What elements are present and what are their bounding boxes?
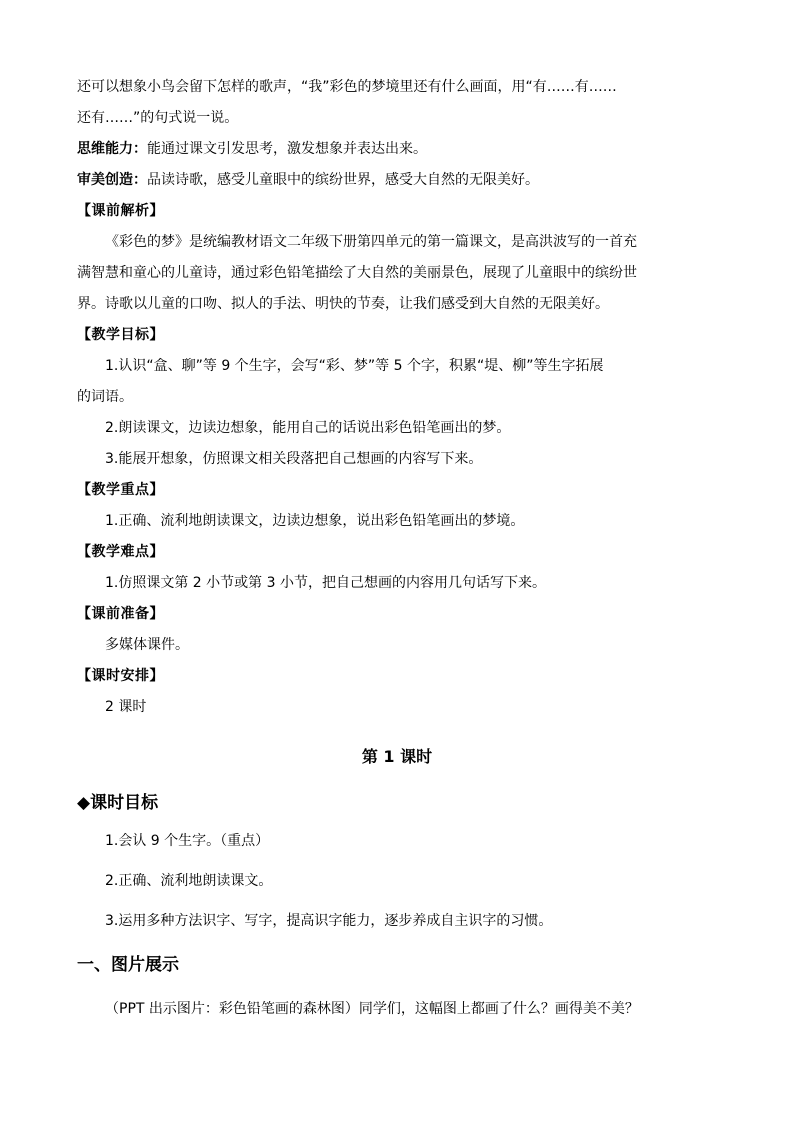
intro-line-2: 还有……”的句式说一说。 [77, 110, 239, 126]
thinking-ability [77, 134, 717, 165]
lesson-1-title: 第 1 课时 [361, 747, 433, 766]
analysis-title: 【课前解析】 [77, 203, 164, 219]
thinking-ability-label: 思维能力： [77, 141, 147, 157]
analysis-line-2: 满智慧和童心的儿童诗，通过彩色铅笔描绘了大自然的美丽景色，展现了儿童眼中的缤纷世 [77, 265, 637, 281]
lesson-goals-heading: ◆课时目标 [77, 793, 159, 813]
schedule-text: 2 课时 [105, 699, 147, 715]
section-1-text: （PPT 出示图片：彩色铅笔画的森林图）同学们，这幅图上都画了什么？画得美不美？ [105, 1001, 639, 1017]
objectives-title: 【教学目标】 [77, 327, 164, 343]
objective-1-line-2: 的词语。 [77, 389, 133, 405]
analysis-line-3: 界。诗歌以儿童的口吻、拟人的手法、明快的节奏，让我们感受到大自然的无限美好。 [77, 296, 609, 312]
key-points-title: 【教学重点】 [77, 482, 164, 498]
document-page [77, 72, 717, 1021]
objective-2: 2.朗读课文，边读边想象，能用自己的话说出彩色铅笔画出的梦。 [105, 420, 511, 436]
lesson-goal-3: 3.运用多种方法识字、写字，提高识字能力，逐步养成自主识字的习惯。 [105, 913, 553, 929]
aesthetic-creation-label: 审美创造： [77, 172, 147, 188]
objective-1-line-1: 1.认识“盒、聊”等 9 个生字，会写“彩、梦”等 5 个字，积累“堤、柳”等生字拓展 [105, 358, 604, 374]
aesthetic-creation-text: 品读诗歌，感受儿童眼中的缤纷世界，感受大自然的无限美好。 [147, 172, 539, 188]
difficulties-title: 【教学难点】 [77, 544, 164, 560]
preparation-text: 多媒体课件。 [105, 637, 189, 653]
section-1-heading: 一、图片展示 [77, 955, 179, 975]
preparation-title: 【课前准备】 [77, 606, 164, 622]
difficulty-1: 1.仿照课文第 2 小节或第 3 小节，把自己想画的内容用几句话写下来。 [105, 575, 546, 591]
thinking-ability-text: 能通过课文引发思考，激发想象并表达出来。 [147, 141, 427, 157]
lesson-goal-1: 1.会认 9 个生字。（重点） [105, 833, 270, 849]
analysis-line-1: 《彩色的梦》是统编教材语文二年级下册第四单元的第一篇课文，是高洪波写的一首充 [105, 234, 637, 250]
intro-line-1: 还可以想象小鸟会留下怎样的歌声，“我”彩色的梦境里还有什么画面，用“有……有…… [77, 79, 617, 95]
key-point-1: 1.正确、流利地朗读课文，边读边想象，说出彩色铅笔画出的梦境。 [105, 513, 525, 529]
objective-3: 3.能展开想象，仿照课文相关段落把自己想画的内容写下来。 [105, 451, 483, 467]
lesson-goal-2: 2.正确、流利地朗读课文。 [105, 873, 273, 889]
aesthetic-creation [77, 165, 717, 196]
schedule-title: 【课时安排】 [77, 668, 164, 684]
